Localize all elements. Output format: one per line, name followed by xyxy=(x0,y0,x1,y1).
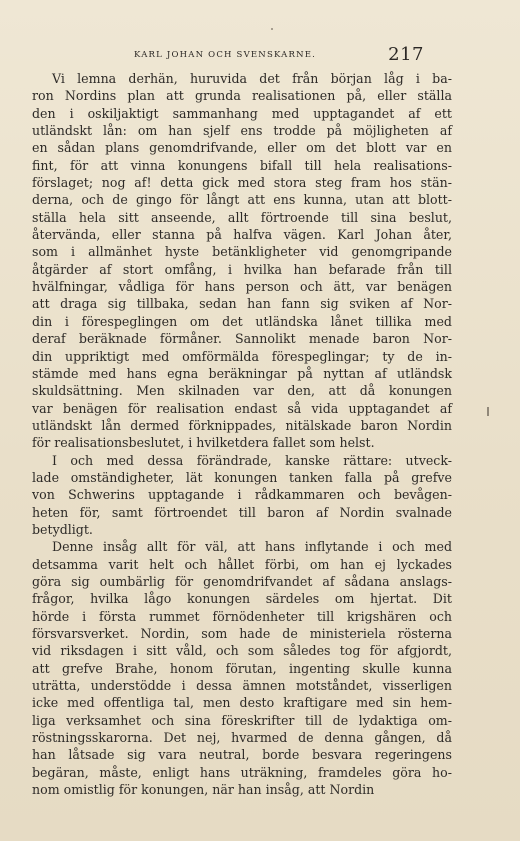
text-line: heten för, samt förtroendet till baron af Nordin svalnade xyxy=(32,504,452,520)
margin-mark xyxy=(487,407,489,416)
text-line: skuldsättning. Men skilnaden var den, att då konungen xyxy=(32,383,452,399)
text-line: försvarsverket. Nordin, som hade de ministeriela rösterna xyxy=(32,626,452,641)
text-line: Vi lemna derhän, huruvida det från början låg i ba- xyxy=(52,71,452,86)
page-dot xyxy=(271,28,273,30)
text-line: utländskt lån: om han sjelf ens trodde på möjligheten af xyxy=(32,123,452,139)
text-line: var benägen för realisation endast så vida upptagandet af xyxy=(32,400,452,416)
text-line: att draga sig tillbaka, sedan han fann sig sviken af Nor- xyxy=(32,296,452,312)
text-line: frågor, hvilka lågo konungen särdeles om hjertat. Dit xyxy=(32,591,452,607)
text-line: åtgärder af stort omfång, i hvilka han befarade från till xyxy=(32,261,452,277)
text-line: ställa hela sitt anseende, allt förtroende till sina beslut, xyxy=(32,209,452,225)
text-line: liga verksamhet och sina föreskrifter till de lydaktiga om- xyxy=(32,712,452,728)
text-line: röstningsskarorna. Det nej, hvarmed de denna gången, då xyxy=(32,730,453,746)
text-line: som i allmänhet hyste betänkligheter vid genomgripande xyxy=(32,244,452,260)
text-line: uträtta, understödde i dessa ämnen motståndet, visserligen xyxy=(32,678,452,694)
text-line: att grefve Brahe, honom förutan, ingenting skulle kunna xyxy=(32,660,452,676)
text-line: stämde med hans egna beräkningar på nyttan af utländsk xyxy=(32,365,452,381)
text-line: I och med dessa förändrade, kanske rättare: utveck- xyxy=(52,452,452,468)
text-line: von Schwerins upptagande i rådkammaren och bevågen- xyxy=(32,487,452,503)
text-line: vid riksdagen i sitt våld, och som således tog för afgjordt, xyxy=(32,643,452,659)
text-line: han låtsade sig vara neutral, borde besvara regeringens xyxy=(32,747,452,763)
text-line: begäran, måste, enligt hans uträkning, framdeles göra ho- xyxy=(32,764,452,780)
text-line: betydligt. xyxy=(32,521,93,537)
text-line: din i förespeglingen om det utländska lånet tillika med xyxy=(32,313,452,329)
text-block xyxy=(32,70,452,798)
text-line: för realisationsbeslutet, i hvilketdera fallet som helst. xyxy=(32,435,375,451)
text-line: göra sig oumbärlig för genomdrifvandet af sådana anslags- xyxy=(32,573,452,589)
text-line: din uppriktigt med omförmälda förespeglingar; ty de in- xyxy=(32,348,452,364)
text-line: deraf beräknade förmåner. Sannolikt menade baron Nor- xyxy=(32,331,452,347)
text-line: derna, och de gingo för långt att ens kunna, utan att blott- xyxy=(32,192,453,208)
page-header xyxy=(104,42,426,65)
text-line: återvända, eller stanna på halfva vägen. Karl Johan åter, xyxy=(32,227,453,243)
text-line: den i oskiljaktigt sammanhang med upptagandet af ett xyxy=(32,105,452,121)
text-line: ron Nordins plan att grunda realisationen på, eller ställa xyxy=(32,88,452,104)
text-line: en sådan plans genomdrifvande, eller om det blott var en xyxy=(32,140,452,156)
text-line: hörde i första rummet förnödenheter till krigshären och xyxy=(32,608,452,624)
text-line: hvälfningar, vådliga för hans person och ätt, var benägen xyxy=(32,279,452,295)
text-line: fint, för att vinna konungens bifall till hela realisations- xyxy=(32,157,452,173)
text-line: lade omständigheter, lät konungen tanken falla på grefve xyxy=(32,469,452,485)
page-number: 217 xyxy=(388,44,424,65)
text-line: utländskt lån dermed förknippades, nitälskade baron Nordin xyxy=(32,417,452,433)
text-line: icke med offentliga tal, men desto kraftigare med sin hem- xyxy=(32,695,452,711)
text-line: förslaget; nog af! detta gick med stora steg fram hos stän- xyxy=(32,175,452,191)
running-head: KARL JOHAN OCH SVENSKARNE. xyxy=(134,50,317,60)
text-line: detsamma varit helt och hållet förbi, om han ej lyckades xyxy=(32,556,452,572)
text-line: Denne insåg allt för väl, att hans inflytande i och med xyxy=(52,539,453,555)
text-line: nom omistlig för konungen, när han insåg, att Nordin xyxy=(32,782,375,798)
